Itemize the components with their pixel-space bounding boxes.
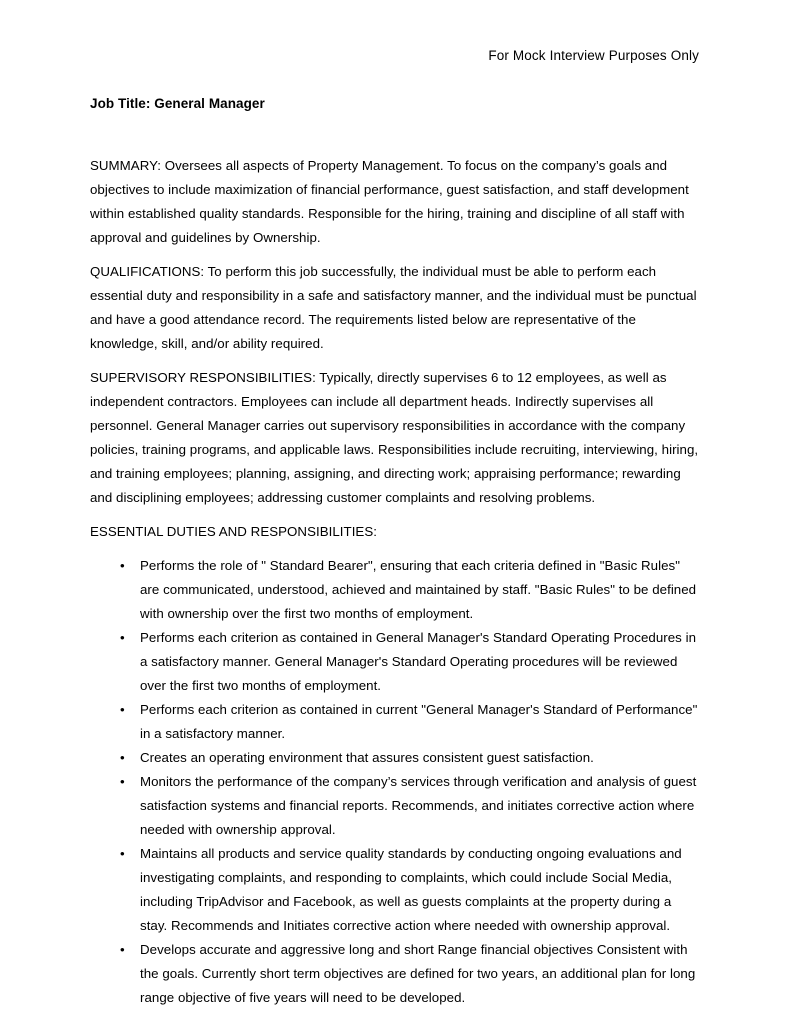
bullet-icon: • xyxy=(120,702,125,717)
essential-duties-list-wrapper xyxy=(90,554,699,1010)
list-item-text: Performs the role of " Standard Bearer", ensuring that each criteria defined in "Basic Rules" are communicated, understood, achieved and maintained by staff. "Basic Rules" to be defined with ownership over the first two months of employment. xyxy=(140,558,697,621)
list-item xyxy=(90,746,699,770)
essential-duties-list xyxy=(90,554,699,1010)
bullet-icon: • xyxy=(120,750,125,765)
list-item xyxy=(90,626,699,698)
bullet-icon: • xyxy=(120,558,125,573)
list-item xyxy=(90,554,699,626)
document-header-note: For Mock Interview Purposes Only xyxy=(488,48,699,63)
bullet-icon: • xyxy=(120,630,125,645)
list-item-text: Performs each criterion as contained in General Manager's Standard Operating Procedures in a satisfactory manner. General Manager's Standard Operating procedures will be reviewed over the first two months of employment. xyxy=(140,630,697,693)
document-content xyxy=(90,0,699,1010)
list-item-text: Performs each criterion as contained in current "General Manager's Standard of Performance" in a satisfactory manner. xyxy=(140,702,698,741)
list-item xyxy=(90,770,699,842)
list-item-text: Develops accurate and aggressive long and short Range financial objectives Consistent with the goals. Currently short term objectives are defined for two years, an additional plan for long range objective of five years will need to be developed. xyxy=(140,942,696,1005)
list-item xyxy=(90,938,699,1010)
list-item xyxy=(90,698,699,746)
summary-paragraph: SUMMARY: Oversees all aspects of Property Management. To focus on the company’s goals and objectives to include maximization of financial performance, guest satisfaction, and staff development within established quality standards. Responsible for the hiring, training and discipline of all staff with approval and guidelines by Ownership. xyxy=(90,158,689,245)
bullet-icon: • xyxy=(120,774,125,789)
bullet-icon: • xyxy=(120,942,125,957)
bullet-icon: • xyxy=(120,846,125,861)
qualifications-paragraph: QUALIFICATIONS: To perform this job successfully, the individual must be able to perform each essential duty and responsibility in a safe and satisfactory manner, and the individual must be punctual and have a good attendance record. The requirements listed below are representative of the knowledge, skill, and/or ability required. xyxy=(90,264,697,351)
essential-duties-heading: ESSENTIAL DUTIES AND RESPONSIBILITIES: xyxy=(90,524,377,539)
list-item xyxy=(90,842,699,938)
supervisory-responsibilities-paragraph: SUPERVISORY RESPONSIBILITIES: Typically, directly supervises 6 to 12 employees, as well as independent contractors. Employees can include all department heads. Indirectly supervises all personnel. General Manager carries out supervisory responsibilities in accordance with the company policies, training programs, and applicable laws. Responsibilities include recruiting, interviewing, hiring, and training employees; planning, assigning, and directing work; appraising performance; rewarding and disciplining employees; addressing customer complaints and resolving problems. xyxy=(90,370,699,505)
title-body-spacer xyxy=(90,116,699,154)
list-item-text: Creates an operating environment that assures consistent guest satisfaction. xyxy=(140,750,594,765)
list-item-text: Maintains all products and service quality standards by conducting ongoing evaluations and investigating complaints, and responding to complaints, which could include Social Media, including TripAdvisor and Facebook, as well as guests complaints at the property during a stay. Recommends and Initiates corrective action where needed with ownership approval. xyxy=(140,846,682,933)
list-item-text: Monitors the performance of the company’s services through verification and analysis of guest satisfaction systems and financial reports. Recommends, and initiates corrective action where needed with ownership approval. xyxy=(140,774,697,837)
page-title: Job Title: General Manager xyxy=(90,96,265,111)
